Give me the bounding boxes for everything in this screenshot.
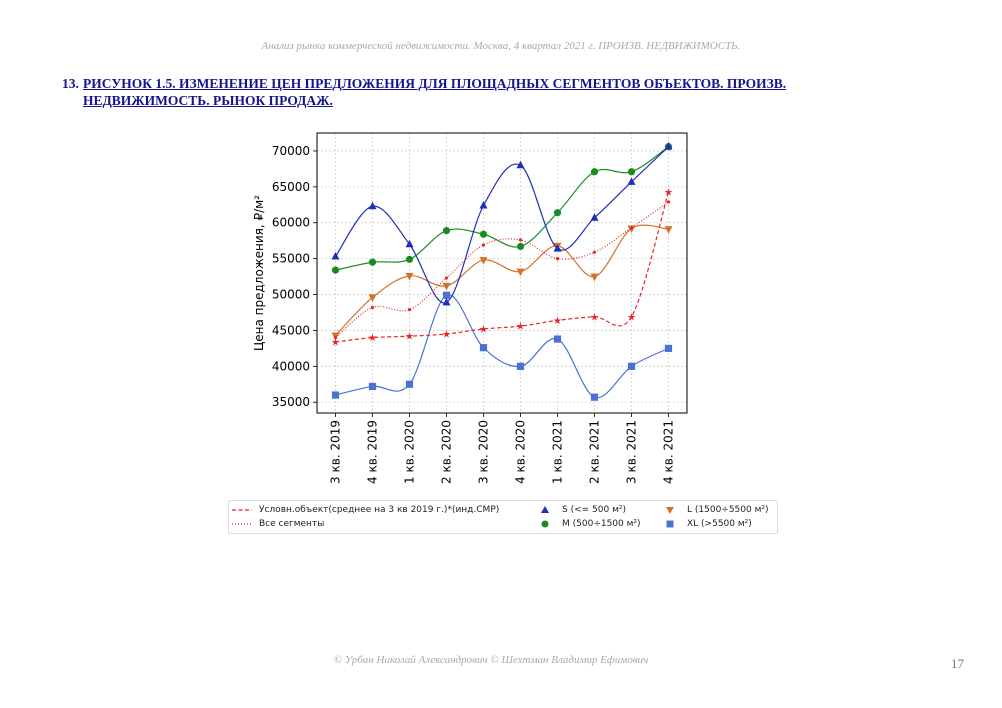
page-header: Анализ рынка коммерческой недвижимости. Москва, 4 квартал 2021 г. ПРОИЗВ. НЕДВИЖИМОСТЬ. xyxy=(261,40,741,52)
data-point xyxy=(554,335,561,342)
series-line xyxy=(336,147,669,303)
data-point xyxy=(480,201,488,209)
data-point xyxy=(443,227,450,234)
legend-label: M (500÷1500 м²) xyxy=(562,519,641,529)
y-axis-label: Цена предложения, ₽/м² xyxy=(252,194,266,352)
data-point: ★ xyxy=(368,333,377,345)
x-tick-label: 4 кв. 2021 xyxy=(661,420,676,484)
x-tick-label: 1 кв. 2021 xyxy=(550,420,565,484)
page-footer: © Урбан Николай Александрович © Шехтман Владимир Ефимович xyxy=(333,654,649,666)
data-point xyxy=(591,168,598,175)
caption-number: 13. xyxy=(62,76,79,91)
legend-label: Все сегменты xyxy=(259,519,325,529)
data-point: ★ xyxy=(664,187,673,199)
y-tick-label: 70000 xyxy=(271,143,310,158)
data-point xyxy=(630,226,633,229)
data-point xyxy=(369,259,376,266)
triangle-up-icon xyxy=(534,505,556,515)
data-point xyxy=(406,381,413,388)
data-point: ★ xyxy=(442,329,451,341)
caption-line-2: НЕДВИЖИМОСТЬ. РЫНОК ПРОДАЖ. xyxy=(83,93,333,108)
data-point xyxy=(406,256,413,263)
y-tick-label: 60000 xyxy=(271,215,310,230)
data-point xyxy=(369,294,377,302)
x-tick-label: 3 кв. 2019 xyxy=(328,420,343,484)
data-point xyxy=(369,202,377,210)
y-tick-label: 45000 xyxy=(271,323,310,338)
x-tick-label: 1 кв. 2020 xyxy=(402,420,417,484)
y-tick-label: 35000 xyxy=(271,395,310,410)
data-point xyxy=(554,209,561,216)
data-point xyxy=(371,306,374,309)
series-line xyxy=(336,225,669,335)
data-point: ★ xyxy=(590,312,599,324)
data-point xyxy=(369,383,376,390)
data-point xyxy=(517,363,524,370)
figure-caption xyxy=(62,75,862,109)
data-point xyxy=(519,238,522,241)
triangle-down-icon xyxy=(659,505,681,515)
x-tick-label: 3 кв. 2020 xyxy=(476,420,491,484)
price-chart xyxy=(240,120,780,490)
data-point xyxy=(480,231,487,238)
data-point xyxy=(482,243,485,246)
square-icon xyxy=(659,519,681,529)
y-tick-label: 55000 xyxy=(271,251,310,266)
caption-line-1: РИСУНОК 1.5. ИЗМЕНЕНИЕ ЦЕН ПРЕДЛОЖЕНИЯ ДЛЯ ПЛОЩАДНЫХ СЕГМЕНТОВ ОБЪЕКТОВ. ПРОИЗВ. xyxy=(83,76,787,91)
x-tick-label: 2 кв. 2021 xyxy=(587,420,602,484)
data-point xyxy=(517,243,524,250)
data-point: ★ xyxy=(331,337,340,349)
data-point xyxy=(591,274,599,282)
series-line xyxy=(336,295,669,398)
x-tick-label: 3 кв. 2021 xyxy=(624,420,639,484)
y-tick-label: 50000 xyxy=(271,287,310,302)
data-point xyxy=(667,200,670,203)
data-point xyxy=(591,394,598,401)
data-point: ★ xyxy=(627,312,636,324)
data-point: ★ xyxy=(516,321,525,333)
series-line xyxy=(336,192,669,345)
y-tick-label: 40000 xyxy=(271,359,310,374)
data-point xyxy=(665,226,673,234)
data-point xyxy=(480,344,487,351)
legend-label: L (1500÷5500 м²) xyxy=(687,505,769,515)
data-point xyxy=(665,345,672,352)
x-tick-label: 4 кв. 2020 xyxy=(513,420,528,484)
x-tick-label: 2 кв. 2020 xyxy=(439,420,454,484)
data-point xyxy=(593,251,596,254)
legend-line-dashed-icon xyxy=(231,505,253,515)
chart-legend xyxy=(228,500,778,534)
legend-label: XL (>5500 м²) xyxy=(687,519,752,529)
series-line xyxy=(336,147,669,270)
data-point: ★ xyxy=(405,331,414,343)
data-point xyxy=(445,276,448,279)
legend-label: S (<= 500 м²) xyxy=(562,505,626,515)
data-point xyxy=(628,168,635,175)
legend-label: Условн.объект(среднее на 3 кв 2019 г.)*(инд.СМР) xyxy=(259,505,500,515)
data-point xyxy=(443,292,450,299)
series-line xyxy=(336,202,669,338)
data-point xyxy=(332,267,339,274)
legend-line-dotted-icon xyxy=(231,519,253,529)
data-point xyxy=(628,363,635,370)
data-point: ★ xyxy=(479,324,488,336)
page-number: 17 xyxy=(951,656,964,671)
data-point xyxy=(332,391,339,398)
data-point: ★ xyxy=(553,315,562,327)
x-tick-label: 4 кв. 2019 xyxy=(365,420,380,484)
data-point xyxy=(408,308,411,311)
y-tick-label: 65000 xyxy=(271,179,310,194)
circle-icon xyxy=(534,519,556,529)
data-point xyxy=(556,257,559,260)
